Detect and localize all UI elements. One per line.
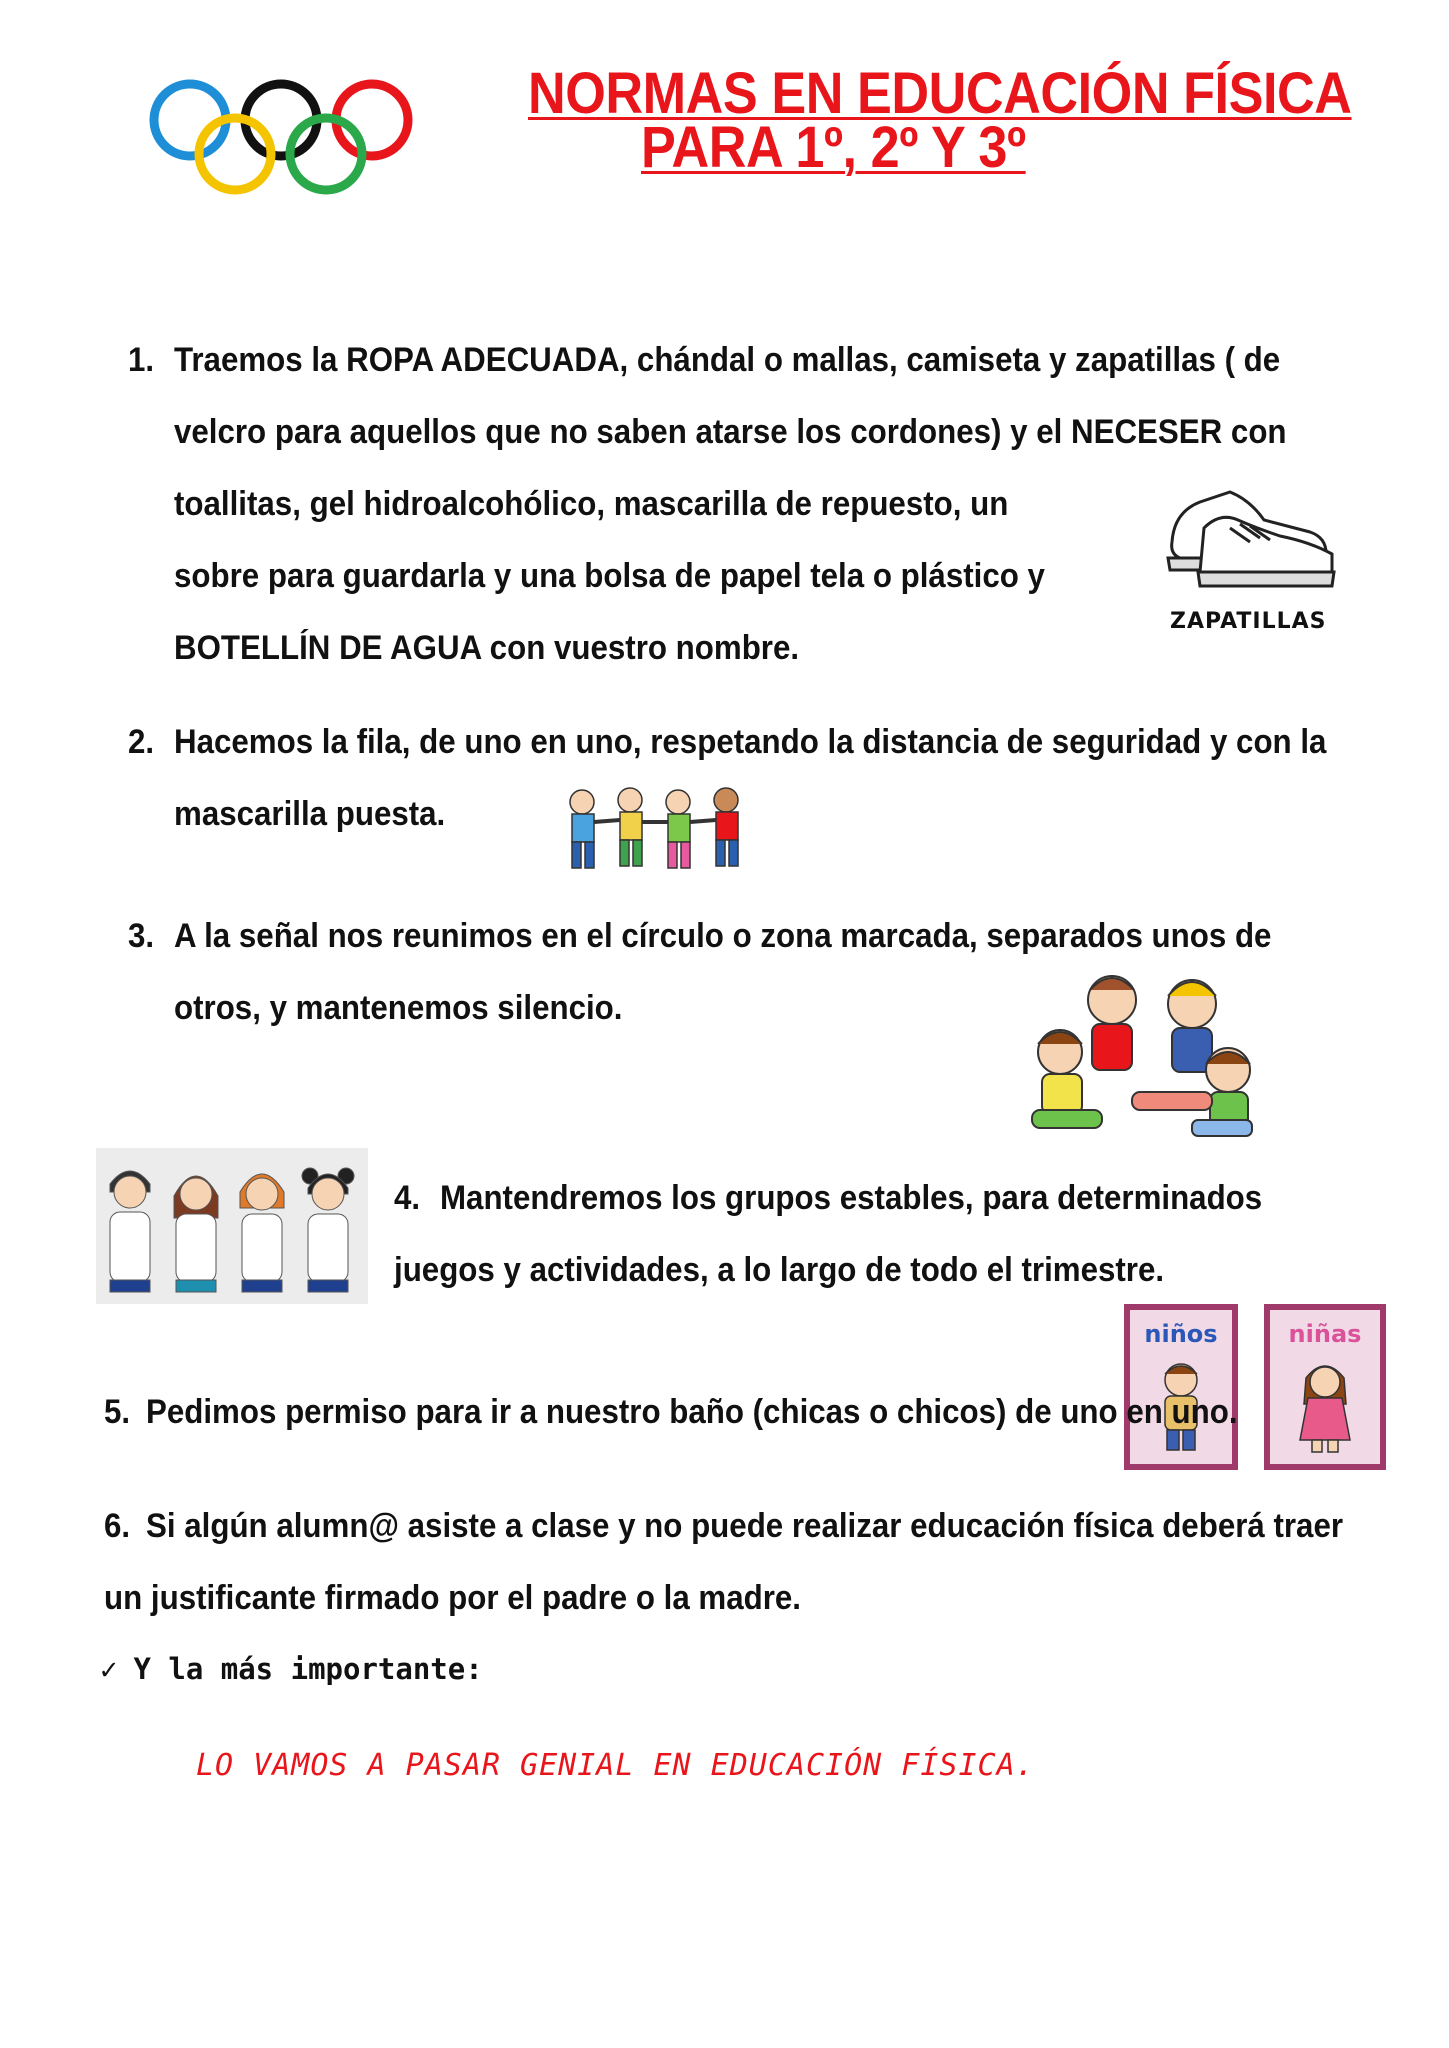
children-in-line-illustration [556, 780, 756, 880]
sneakers-icon [1160, 472, 1340, 600]
rule-1-number: 1. [128, 341, 155, 379]
rule-1-line-4: sobre para guardarla y una bolsa de papel tela o plástico y [174, 557, 1045, 595]
olympic-rings-logo [140, 78, 422, 196]
rule-6-line-1: Si algún alumn@ asiste a clase y no puede realizar educación física deberá traer [146, 1507, 1344, 1545]
boys-sign-label: niños [1144, 1320, 1218, 1348]
rule-2-line-2: mascarilla puesta. [174, 795, 446, 833]
rule-4-number: 4. [394, 1179, 421, 1217]
children-sitting-circle-illustration [1022, 960, 1272, 1150]
rule-6-line-2: un justificante firmado por el padre o la madre. [104, 1579, 802, 1617]
closing-intro-text: Y la más importante: [133, 1652, 483, 1686]
rule-5-number: 5. [104, 1393, 131, 1431]
closing-intro [100, 1652, 483, 1686]
rule-5-line-1: Pedimos permiso para ir a nuestro baño (chicas o chicos) de uno en uno. [146, 1393, 1238, 1431]
rule-4-line-1: Mantendremos los grupos estables, para determinados [440, 1179, 1263, 1217]
rule-1-line-2: velcro para aquellos que no saben atarse los cordones) y el NECESER con [174, 413, 1287, 451]
rule-2-number: 2. [128, 723, 155, 761]
rule-3-number: 3. [128, 917, 155, 955]
rule-3-line-2: otros, y mantenemos silencio. [174, 989, 623, 1027]
page-title-line-2: PARA 1º, 2º Y 3º [641, 115, 1026, 180]
rule-1-line-5: BOTELLÍN DE AGUA con vuestro nombre. [174, 629, 800, 667]
page-title-line-1: NORMAS EN EDUCACIÓN FÍSICA [528, 61, 1352, 126]
sneakers-illustration [1160, 472, 1340, 632]
sneakers-caption: ZAPATILLAS [1170, 609, 1327, 634]
rule-3-line-1: A la señal nos reunimos en el círculo o zona marcada, separados unos de [174, 917, 1272, 955]
girls-bathroom-sign [1264, 1304, 1386, 1470]
rule-1-line-3: toallitas, gel hidroalcohólico, mascarilla de repuesto, un [174, 485, 1009, 523]
girl-icon [1270, 1348, 1380, 1458]
checkmark-icon: ✓ [100, 1652, 118, 1686]
four-children-icon [96, 1148, 368, 1304]
girls-sign-label: niñas [1288, 1320, 1362, 1348]
rule-4-line-2: juegos y actividades, a lo largo de todo el trimestre. [394, 1251, 1165, 1289]
rule-1-line-1: Traemos la ROPA ADECUADA, chándal o mallas, camiseta y zapatillas ( de [174, 341, 1281, 379]
stable-group-children-illustration [96, 1148, 368, 1304]
rule-6-number: 6. [104, 1507, 131, 1545]
rule-2-line-1: Hacemos la fila, de uno en uno, respetando la distancia de seguridad y con la [174, 723, 1327, 761]
closing-slogan: LO VAMOS A PASAR GENIAL EN EDUCACIÓN FÍSICA. [196, 1748, 1035, 1783]
